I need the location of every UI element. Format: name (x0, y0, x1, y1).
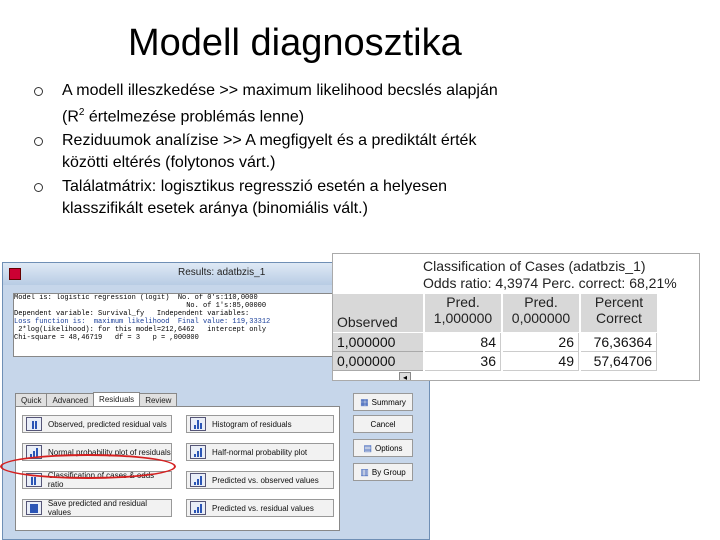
bullet-text: klasszifikált esetek aránya (binomiális vált.) (62, 200, 368, 218)
tab-residuals[interactable]: Residuals (93, 392, 140, 406)
tab-bar (15, 393, 176, 407)
column-header (425, 294, 501, 332)
bullet-item (34, 130, 694, 174)
table-cell[interactable]: 84 (425, 333, 501, 352)
output-line: Loss function is: maximum likelihood Final value: 119,33312 (14, 318, 271, 326)
observed-predicted-residual-button[interactable] (22, 415, 172, 433)
highlight-circle (0, 454, 176, 479)
tab-advanced[interactable]: Advanced (46, 393, 94, 407)
button-label: Options (374, 443, 403, 453)
table-icon (26, 417, 42, 431)
corner-header: Observed (333, 294, 423, 332)
bullet-circle-icon (34, 183, 43, 192)
histogram-icon (190, 417, 206, 431)
bullet-item (34, 80, 694, 128)
button-label: Half-normal probability plot (212, 447, 308, 457)
bullet-text: Reziduumok analízise >> A megfigyelt és a prediktált érték (62, 132, 477, 150)
table-cell[interactable]: 26 (503, 333, 579, 352)
column-header (581, 294, 657, 332)
group-icon: ▥ (360, 466, 369, 477)
save-icon (26, 501, 42, 515)
bullet-circle-icon (34, 87, 43, 96)
scatter-icon (190, 445, 206, 459)
button-label: Classification of cases & odds ratio (47, 471, 155, 489)
output-line: No. of 1's:85,00000 (14, 302, 271, 310)
options-button[interactable] (353, 439, 413, 457)
column-header-line: Pred. (524, 294, 558, 310)
table-cell[interactable]: 76,36364 (581, 333, 657, 352)
table-cell[interactable]: 49 (503, 352, 579, 371)
table-cell[interactable]: 57,64706 (581, 352, 657, 371)
by-group-button[interactable] (353, 463, 413, 481)
summary-icon: ▦ (360, 396, 369, 407)
row-header: 0,000000 (333, 352, 423, 371)
column-header (503, 294, 579, 332)
button-label: Observed, predicted residual vals (48, 419, 167, 429)
column-header-line: Correct (596, 310, 642, 326)
bullet-text (62, 102, 694, 128)
button-label: Predicted vs. residual values (212, 503, 314, 513)
cancel-button[interactable] (353, 415, 413, 433)
half-normal-plot-button[interactable] (186, 443, 334, 461)
button-label: Save predicted and residual values (47, 499, 148, 517)
output-line: Chi-square = 48,46719 df = 3 p = ,000000 (14, 334, 199, 342)
slide-title: Modell diagnosztika (128, 22, 462, 64)
app-icon (9, 268, 21, 280)
table-subtitle: Odds ratio: 4,3974 Perc. correct: 68,21% (423, 275, 677, 291)
histogram-residuals-button[interactable] (186, 415, 334, 433)
table-cell[interactable]: 36 (425, 352, 501, 371)
column-header-line: Pred. (446, 294, 480, 310)
column-header-line: Percent (594, 294, 644, 310)
button-label: Histogram of residuals (212, 419, 292, 429)
predicted-vs-observed-button[interactable] (186, 471, 334, 489)
column-header-line: 0,000000 (511, 310, 571, 326)
scroll-arrow-icon[interactable]: ◂ (399, 372, 411, 381)
button-label: Cancel (370, 419, 396, 429)
save-predicted-residual-button[interactable] (22, 499, 172, 517)
bullet-list (34, 80, 694, 222)
results-output (13, 293, 338, 357)
tab-quick[interactable]: Quick (15, 393, 47, 407)
output-line: 2*log(Likelihood): for this model=212,6462 intercept only (14, 326, 267, 334)
superscript: 2 (78, 107, 85, 118)
bullet-item (34, 176, 694, 220)
table-title: Classification of Cases (adatbzis_1) (423, 258, 646, 274)
output-line: Model is: logistic regression (logit) No. of 0's:110,0000 (14, 294, 262, 302)
bullet-text: A modell illeszkedése >> maximum likelihood becslés alapján (62, 82, 498, 99)
button-label: Predicted vs. observed values (212, 475, 319, 485)
column-header-line: 1,000000 (433, 310, 493, 326)
bullet-circle-icon (34, 137, 43, 146)
output-line: Dependent variable: Survival_fy Independent variables: (14, 310, 254, 318)
summary-button[interactable] (353, 393, 413, 411)
classification-table (332, 253, 700, 381)
window-title: Results: adatbzis_1 (178, 267, 266, 278)
scatter-icon (190, 473, 206, 487)
bullet-text: közötti eltérés (folytonos várt.) (62, 154, 276, 172)
options-icon: ▤ (363, 442, 372, 453)
button-label: Normal probability plot of residuals (48, 447, 171, 457)
button-label: Summary (371, 397, 406, 407)
row-header: 1,000000 (333, 333, 423, 352)
bullet-text-part: értelmezése problémás lenne) (84, 108, 305, 126)
bullet-text-part: (R (62, 108, 79, 126)
button-label: By Group (371, 467, 406, 477)
bullet-text: Találatmátrix: logisztikus regresszió esetén a helyesen (62, 178, 448, 196)
predicted-vs-residual-button[interactable] (186, 499, 334, 517)
tab-review[interactable]: Review (139, 393, 177, 407)
scatter-icon (190, 501, 206, 515)
